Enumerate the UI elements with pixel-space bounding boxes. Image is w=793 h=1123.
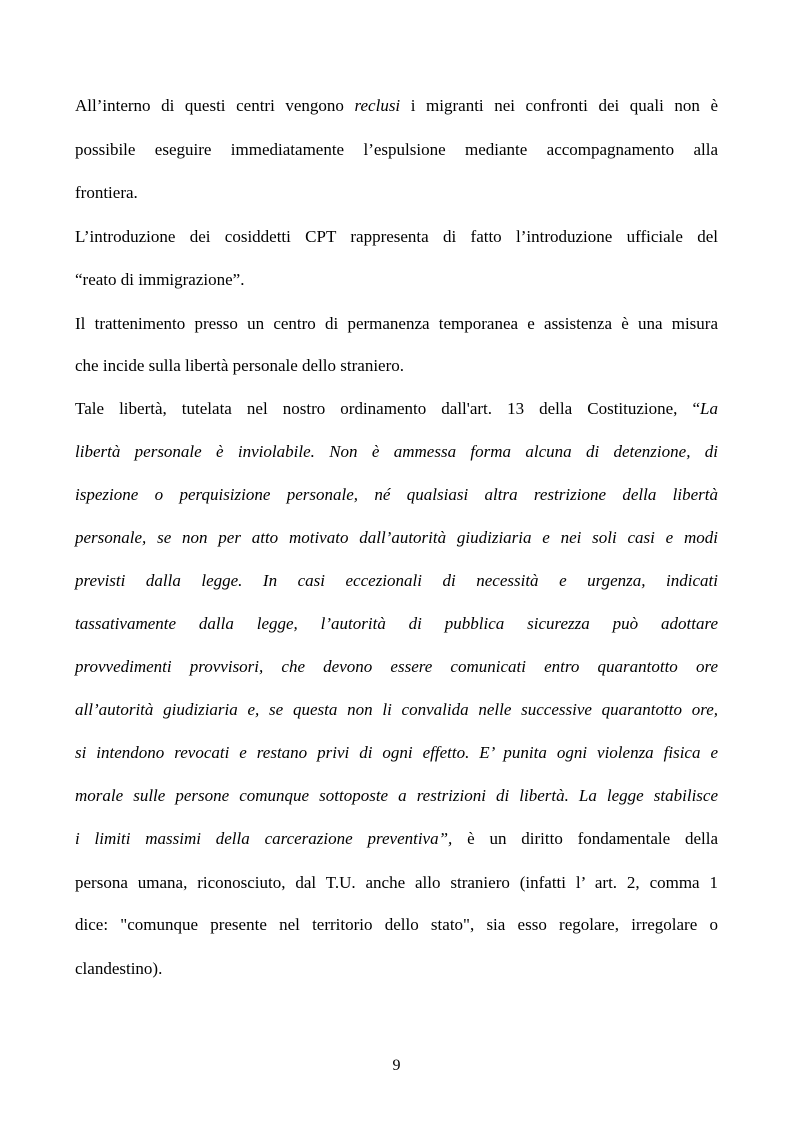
text-line — [75, 226, 718, 248]
italic-text-run: morale sulle persone comunque sottoposte a restrizioni di libertà. La legge stabilisce — [75, 786, 718, 805]
italic-text-run: reclusi — [354, 96, 401, 115]
text-line — [75, 139, 718, 161]
text-run: frontiera. — [75, 183, 138, 202]
text-line — [75, 95, 718, 117]
text-line — [75, 785, 718, 807]
text-line — [75, 182, 718, 204]
italic-text-run: tassativamente dalla legge, l’autorità di pubblica sicurezza può adottare — [75, 614, 718, 633]
text-line — [75, 484, 718, 506]
text-line — [75, 313, 718, 335]
text-line — [75, 828, 718, 850]
text-run: possibile eseguire immediatamente l’espulsione mediante accompagnamento alla — [75, 140, 718, 159]
text-line — [75, 958, 718, 980]
text-line — [75, 441, 718, 463]
italic-text-run: ispezione o perquisizione personale, né qualsiasi altra restrizione della libertà — [75, 485, 718, 504]
italic-text-run: personale, se non per atto motivato dall’autorità giudiziaria e nei soli casi e modi — [75, 528, 718, 547]
text-line — [75, 914, 718, 936]
text-run: dice: "comunque presente nel territorio dello stato", sia esso regolare, irregolare o — [75, 915, 718, 934]
italic-text-run: La — [700, 399, 718, 418]
italic-text-run: i limiti massimi della carcerazione preventiva”, — [75, 829, 453, 848]
text-run: clandestino). — [75, 959, 163, 978]
text-run: i migranti nei confronti dei quali non è — [400, 96, 718, 115]
italic-text-run: si intendono revocati e restano privi di ogni effetto. E’ punita ogni violenza fisica e — [75, 743, 718, 762]
text-line — [75, 527, 718, 549]
italic-text-run: previsti dalla legge. In casi eccezionali di necessità e urgenza, indicati — [75, 571, 718, 590]
text-run: Tale libertà, tutelata nel nostro ordinamento dall'art. 13 della Costituzione, “ — [75, 399, 701, 418]
text-line — [75, 656, 718, 678]
text-line — [75, 699, 718, 721]
text-line — [75, 742, 718, 764]
text-run: “reato di immigrazione”. — [75, 270, 245, 289]
text-line — [75, 269, 718, 291]
text-line — [75, 570, 718, 592]
text-run: che incide sulla libertà personale dello straniero. — [75, 356, 405, 375]
text-line — [75, 398, 718, 420]
italic-text-run: provvedimenti provvisori, che devono essere comunicati entro quarantotto ore — [75, 657, 718, 676]
text-run: Il trattenimento presso un centro di permanenza temporanea e assistenza è una misura — [75, 314, 718, 333]
text-run: è un diritto fondamentale della — [452, 829, 718, 848]
text-line — [75, 355, 718, 377]
text-line — [75, 872, 718, 894]
text-run: L’introduzione dei cosiddetti CPT rappresenta di fatto l’introduzione ufficiale del — [75, 227, 718, 246]
text-line — [75, 613, 718, 635]
italic-text-run: libertà personale è inviolabile. Non è ammessa forma alcuna di detenzione, di — [75, 442, 718, 461]
text-run: persona umana, riconosciuto, dal T.U. anche allo straniero (infatti l’ art. 2, comma 1 — [75, 873, 718, 892]
text-run: All’interno di questi centri vengono — [75, 96, 355, 115]
page-number: 9 — [392, 1057, 401, 1074]
italic-text-run: all’autorità giudiziaria e, se questa non li convalida nelle successive quarantotto ore, — [75, 700, 718, 719]
